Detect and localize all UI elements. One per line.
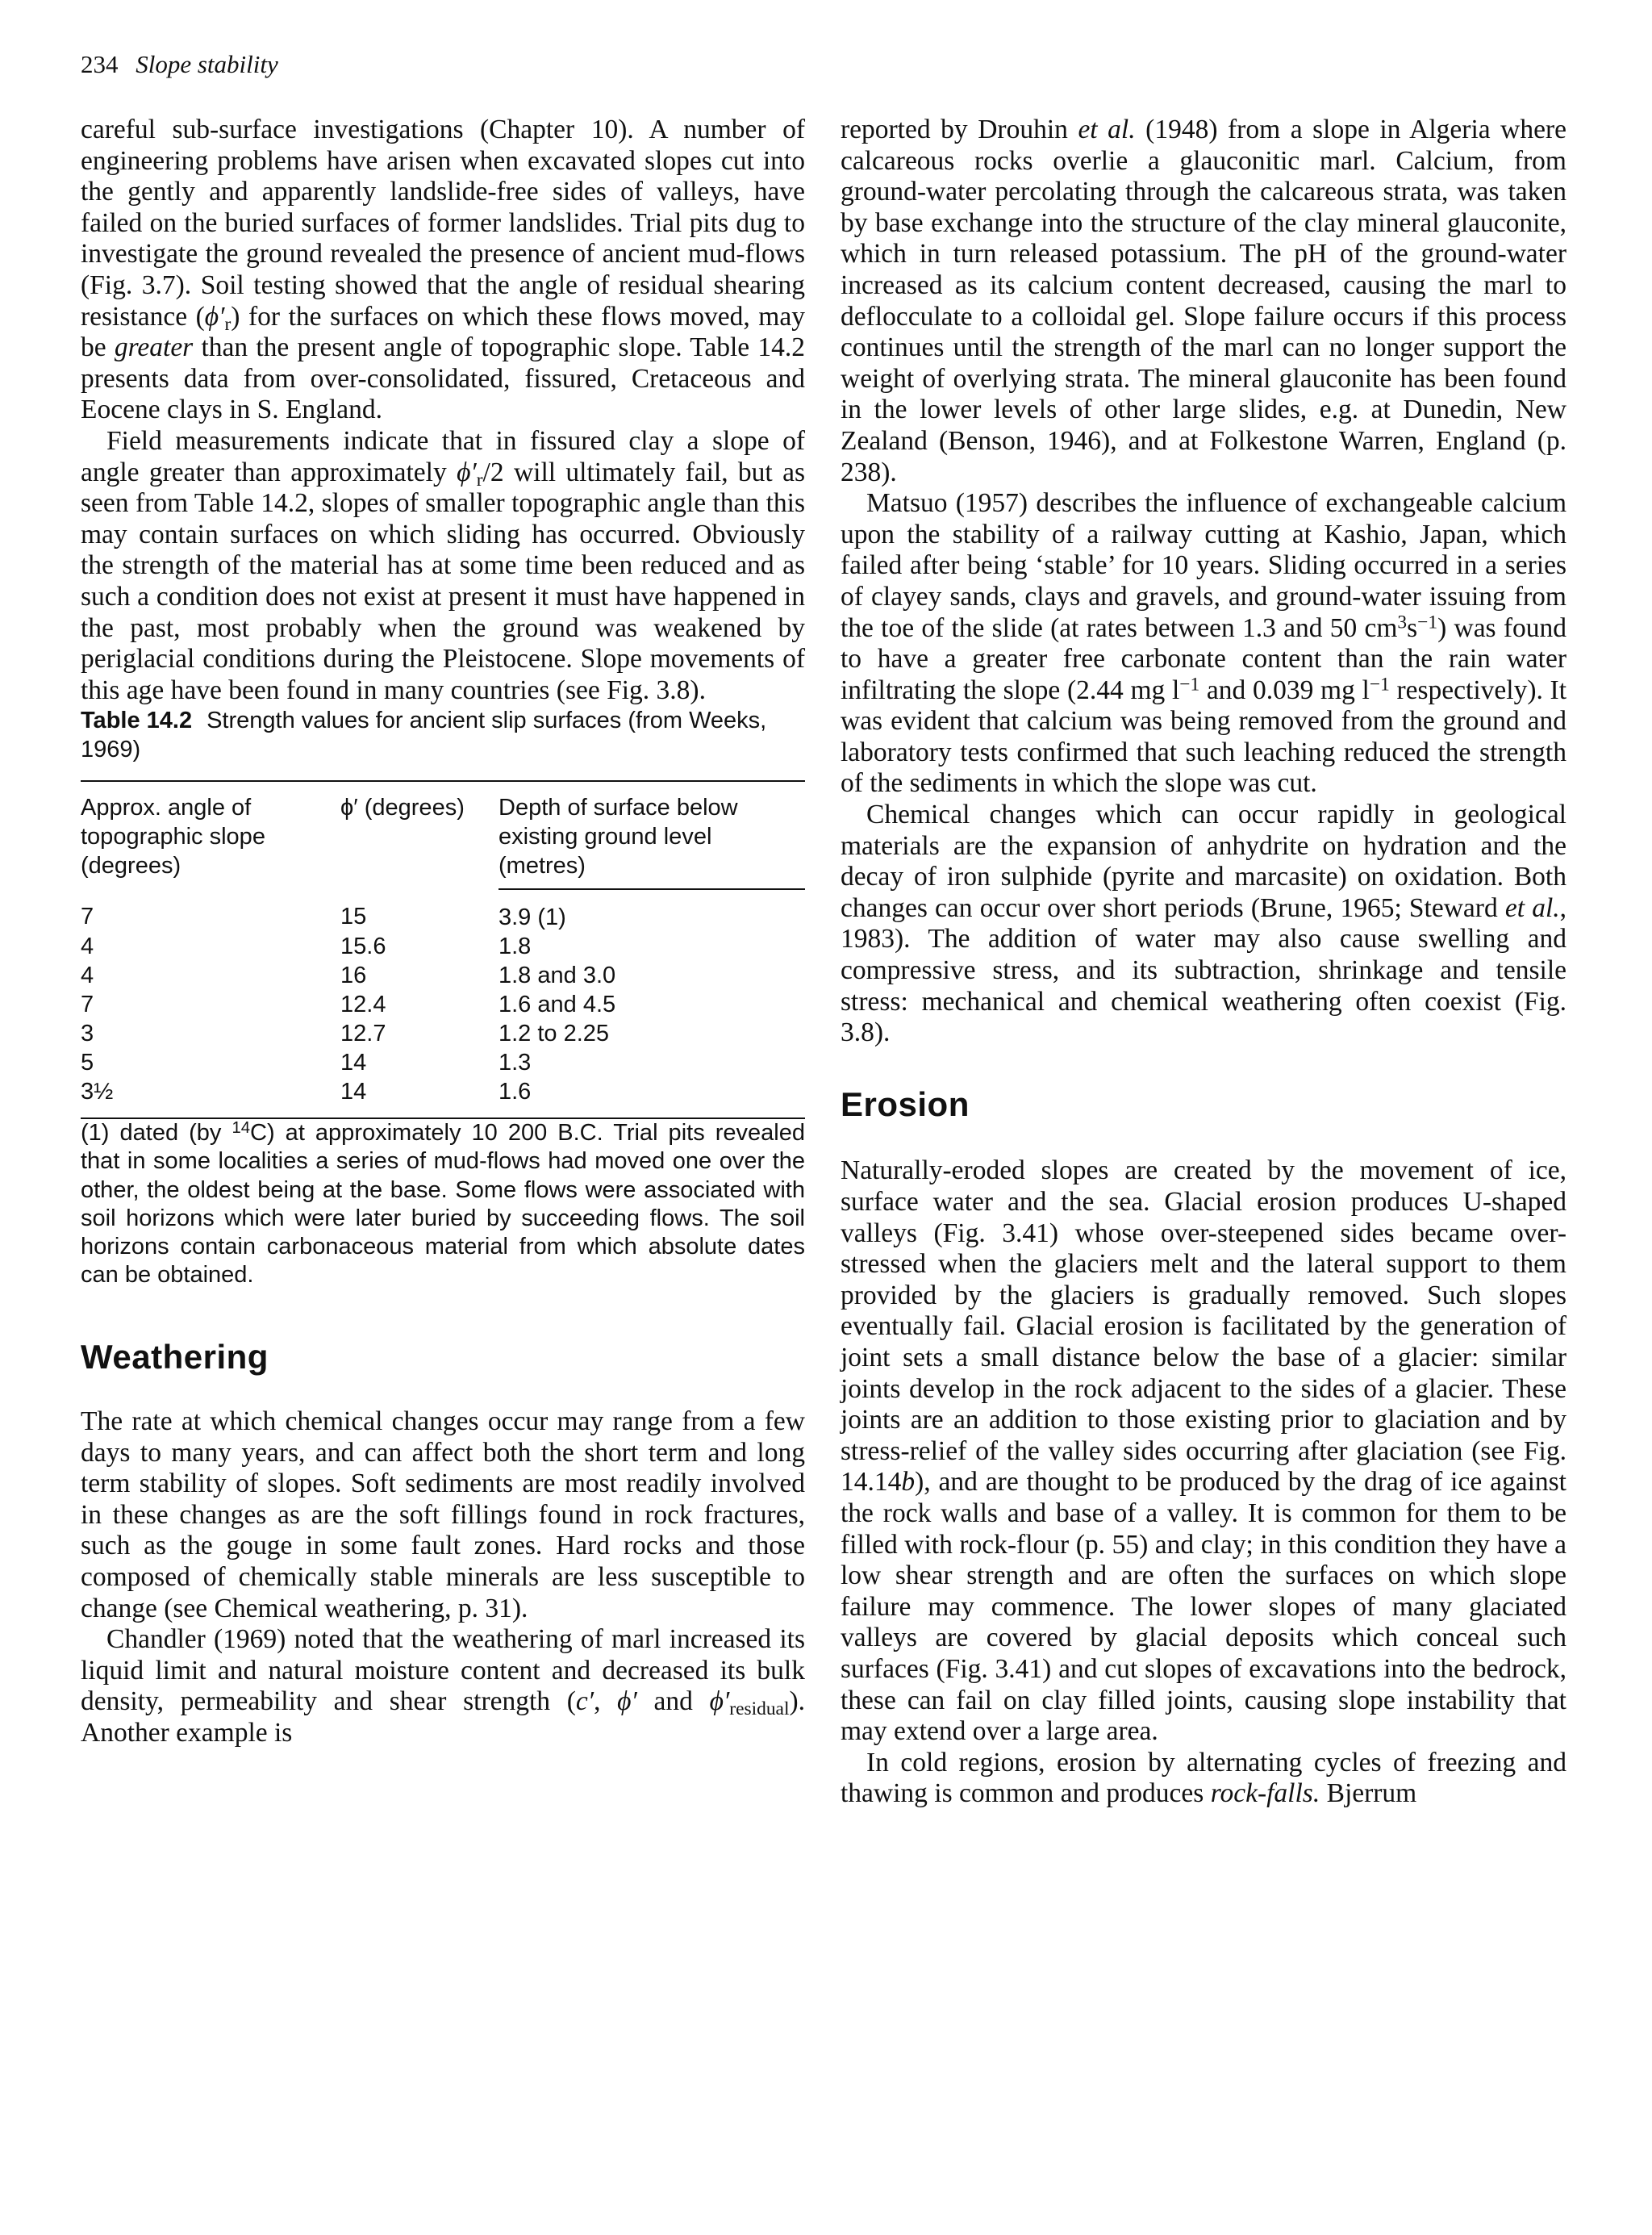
text: Matsuo (1957) describes the influence of exchangeable calcium upon the stability of a railway cutting at Kashio, Japan, which failed after being ‘stable’ for 10 years. Sliding occurred in a series of clayey sands, clays and gravels, and ground-water issuing from the toe of the slide (at rates between 1.3 and 50 cm: [841, 488, 1566, 643]
text: ) was found to have a greater free carbonate content than the rain water infiltrating the slope (2.44 mg l: [841, 612, 1566, 705]
superscript: −1: [1369, 674, 1390, 696]
paragraph: [841, 800, 1566, 1049]
table-row: [81, 1019, 805, 1048]
cell: 1.3: [499, 1050, 532, 1076]
paragraph: [841, 1748, 1566, 1810]
cell: 1.2 to 2.25: [499, 1021, 610, 1047]
table-row: [81, 1048, 805, 1077]
text: ), and are thought to be produced by the drag of ice against the rock walls and base of a valley. It is common for them to be filled with rock-flour (p. 55) and clay; in this condition they have a low shear strength and are often the surfaces on which slope failure may commence. The lower slopes of many glaciated valleys are covered by glacial deposits which conceal such surfaces (Fig. 3.41) and cut slopes of excavations into the bedrock, these can fail on clay filled joints, causing slope instability that may extend over a large area.: [841, 1467, 1566, 1747]
paragraph: [841, 115, 1566, 488]
cell: 7: [81, 992, 94, 1018]
cell: 3: [81, 1021, 94, 1047]
table-row: [81, 932, 805, 961]
text: than the present angle of topographic slope. Table 14.2 presents data from over-consolidated, fissured, Cretaceous and Eocene clays in S. England.: [81, 332, 806, 425]
cell: 7: [81, 904, 94, 930]
emphasis: b: [901, 1467, 916, 1498]
cell: 1.8: [499, 934, 532, 960]
text: and: [636, 1686, 710, 1717]
subscript: r: [224, 313, 232, 335]
cell: 1.8 and 3.0: [499, 963, 616, 989]
c-symbol: c′: [575, 1686, 594, 1717]
phi-symbol: ϕ′: [709, 1686, 730, 1717]
text: C) at approximately 10 200 B.C. Trial pits revealed that in some localities a series of mud-flows had moved one over the other, the oldest being at the base. Some flows were associated with soil horizons which were later buried by succeeding flows. The soil horizons contain carbonaceous material from which absolute dates can be obtained.: [81, 1120, 805, 1289]
paragraph: [81, 426, 805, 706]
table-label: Table 14.2: [81, 708, 193, 734]
cell: 14: [340, 1079, 367, 1105]
cell: 1.6 and 4.5: [499, 992, 616, 1018]
cell: 16: [340, 963, 367, 989]
cell: 15.6: [340, 934, 386, 960]
cell: 14: [340, 1050, 367, 1076]
text: In cold regions, erosion by alternating cycles of freezing and thawing is common and produces: [841, 1747, 1566, 1809]
text: (1948) from a slope in Algeria where calcareous rocks overlie a glauconitic marl. Calcium, from ground-water percolating through the calcareous strata, was taken by base exchange into the structure of the clay mineral glauconite, which in turn released potassium. The pH of the ground-water increased as its calcium content decreased, causing the marl to deflocculate to a colloidal gel. Slope failure occurs if this process continues until the strength of the marl can no longer support the weight of overlying strata. The mineral glauconite has been found in the lower levels of other large slides, e.g. at Dunedin, New Zealand (Benson, 1946), and at Folkestone Warren, England (p. 238).: [841, 115, 1567, 487]
paragraph: [81, 115, 805, 426]
table-header-row: [81, 781, 805, 889]
phi-symbol: ϕ′: [457, 457, 477, 487]
table-note: [81, 1119, 805, 1289]
header-phi: [340, 781, 499, 889]
cell: 4: [81, 934, 94, 960]
header-phi-text: ϕ′ (degrees): [340, 795, 465, 821]
text: ). Another example is: [81, 1686, 806, 1748]
superscript: 3: [1397, 611, 1408, 633]
text: Bjerrum: [1320, 1778, 1417, 1809]
emphasis: et al.: [1078, 115, 1136, 144]
text: , 1983). The addition of water may also cause swelling and compressive stress, and its subtraction, shrinkage and tensile stress: mechanical and chemical weathering often coexist (Fig. 3.8).: [841, 892, 1567, 1048]
caption-text: Strength values for ancient slip surfaces (from Weeks, 1969): [81, 708, 767, 763]
paragraph: The rate at which chemical changes occur may range from a few days to many years, and can affect both the short term and long term stability of slopes. Soft sediments are most readily involved in these changes as are the soft fillings found in rock fractures, such as the gouge in some fault zones. Hard rocks and those composed of chemically stable minerals are less susceptible to change (see Chemical weathering, p. 31).: [81, 1406, 805, 1623]
paragraph: [81, 1624, 805, 1748]
superscript: 14: [232, 1119, 251, 1138]
text: s: [1407, 612, 1418, 643]
page-number: 234: [81, 50, 119, 78]
cell: 1.6: [499, 1079, 532, 1105]
cell: 3.9 (1): [499, 904, 566, 931]
phi-symbol: ϕ′: [204, 301, 225, 332]
table-row: [81, 990, 805, 1019]
paragraph: [841, 1155, 1566, 1747]
running-head: [81, 50, 278, 79]
text: Field measurements indicate that in fissured clay a slope of angle greater than approximately: [81, 425, 805, 487]
header-slope: Approx. angle of topographic slope (degrees): [81, 795, 265, 879]
cell: 15: [340, 904, 367, 930]
subscript: r: [476, 469, 483, 491]
superscript: −1: [1417, 611, 1438, 633]
text: Chandler (1969) noted that the weathering of marl increased its liquid limit and natural moisture content and decreased its bulk density, permeability and shear strength (: [81, 1624, 805, 1717]
running-title: Slope stability: [136, 50, 278, 78]
table-row: [81, 961, 805, 990]
section-heading-erosion: Erosion: [841, 1084, 970, 1123]
table-row: [81, 1077, 805, 1118]
strength-table: [81, 780, 805, 1119]
cell: 12.7: [340, 1021, 386, 1047]
cell: 12.4: [340, 992, 386, 1018]
table-row: [81, 889, 805, 932]
text: reported by Drouhin: [841, 115, 1078, 144]
text: (1) dated (by: [81, 1120, 232, 1147]
left-column: [81, 115, 805, 1749]
text: /2 will ultimately fail, but as seen from Table 14.2, slopes of smaller topographic angle than this may contain surfaces on which sliding has occurred. Obviously the strength of the material has at some time been reduced and as such a condition does not exist at present it must have happened in the past, most probably when the ground was weakened by periglacial conditions during the Pleistocene. Slope movements of this age have been found in many countries (see Fig. 3.8).: [81, 457, 805, 705]
text: careful sub-surface investigations (Chapter 10). A number of engineering problems have arisen when excavated slopes cut into the gently and apparently landslide-free sides of valleys, have failed on the buried surfaces of former landslides. Trial pits dug to investigate the ground revealed the presence of ancient mud-flows (Fig. 3.7). Soil testing showed that the angle of residual shearing resistance (: [81, 115, 805, 332]
text: Chemical changes which can occur rapidly in geological materials are the expansion of anhydrite on hydration and the decay of iron sulphide (pyrite and marcasite) on oxidation. Both changes can occur over short periods (Brune, 1965; Steward: [841, 800, 1566, 923]
text: respectively). It was evident that calcium was being removed from the ground and laboratory tests confirmed that such leaching reduced the strength of the sediments in which the slope was cut.: [841, 675, 1567, 799]
text: and 0.039 mg l: [1199, 675, 1370, 705]
cell: 3½: [81, 1079, 114, 1105]
text: ) for the surfaces on which these flows moved, may be: [81, 301, 805, 363]
text: ,: [594, 1686, 618, 1717]
emphasis: et al.: [1504, 892, 1560, 923]
text: Naturally-eroded slopes are created by the movement of ice, surface water and the sea. Glacial erosion produces U-shaped valleys (Fig. 3.41) whose over-steepened sides became over-stressed when the glaciers melt and the lateral support to them provided by the glaciers is gradually removed. Such slopes eventually fail. Glacial erosion is facilitated by the generation of joint sets a small distance below the base of a glacier: similar joints develop in the rock adjacent to the sides of a glacier. These joints are an addition to those existing prior to glaciation and by stress-relief of the valley sides occurring after glaciation (see Fig. 14.14: [841, 1155, 1566, 1498]
table-caption: [81, 706, 805, 764]
superscript: −1: [1179, 674, 1200, 696]
subscript: residual: [729, 1698, 790, 1720]
paragraph: [841, 488, 1566, 800]
header-depth: Depth of surface below existing ground level (metres): [499, 781, 805, 889]
right-column: [841, 115, 1566, 1810]
cell: 5: [81, 1050, 94, 1076]
cell: 4: [81, 963, 94, 989]
section-heading-weathering: Weathering: [81, 1337, 269, 1376]
phi-symbol: ϕ′: [617, 1686, 637, 1717]
emphasis: greater: [114, 332, 194, 363]
emphasis: rock-falls.: [1210, 1778, 1320, 1809]
